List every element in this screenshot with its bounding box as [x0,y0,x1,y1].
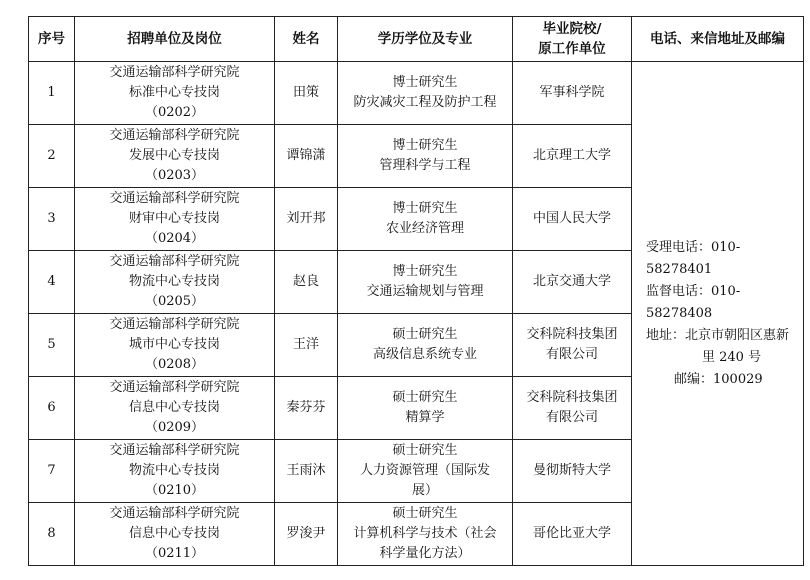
unit-line: 交通运输部科学研究院 [109,65,240,80]
school-cell [513,314,632,377]
school-cell: 中国人民大学 [513,188,632,251]
degree-line: 人力资源管理（国际发 [359,463,490,478]
header-school [513,17,632,62]
name-cell: 王雨沐 [275,440,338,503]
school-line: 有限公司 [545,410,598,425]
name-cell: 刘开邦 [275,188,338,251]
school-line: 交科院科技集团 [526,327,618,342]
seq-cell: 4 [29,251,75,314]
degree-line: 展） [411,483,438,498]
degree-cell [338,251,513,314]
school-cell: 哥伦比亚大学 [513,503,632,566]
unit-line: （0208） [144,357,205,372]
header-school-line2: 原工作单位 [538,41,606,57]
degree-line: 计算机科学与技术（社会 [353,526,497,541]
degree-line: 博士研究生 [392,201,458,216]
unit-line: （0202） [144,105,205,120]
degree-cell [338,503,513,566]
degree-line: 博士研究生 [392,264,458,279]
unit-line: （0211） [144,546,205,561]
unit-cell [75,440,275,503]
unit-line: （0209） [144,420,205,435]
name-cell: 赵良 [275,251,338,314]
header-contact: 电话、来信地址及邮编 [632,17,804,62]
degree-cell [338,440,513,503]
header-unit: 招聘单位及岗位 [75,17,275,62]
degree-cell [338,188,513,251]
unit-line: 交通运输部科学研究院 [109,317,240,332]
contact-cell [632,62,804,566]
school-cell: 北京交通大学 [513,251,632,314]
seq-cell: 7 [29,440,75,503]
unit-line: 交通运输部科学研究院 [109,506,240,521]
name-cell: 王洋 [275,314,338,377]
unit-line: 信息中心专技岗 [128,526,220,541]
contact-address-cont: 里 240 号 [702,349,762,365]
name-cell: 秦芬芬 [275,377,338,440]
school-cell: 曼彻斯特大学 [513,440,632,503]
degree-line: 管理科学与工程 [379,158,471,173]
contact-address: 地址：北京市朝阳区惠新 [646,327,790,343]
degree-cell [338,314,513,377]
degree-line: 防灾减灾工程及防护工程 [353,95,497,110]
name-cell: 罗浚尹 [275,503,338,566]
unit-line: 交通运输部科学研究院 [109,191,240,206]
unit-cell [75,314,275,377]
header-row [29,17,804,62]
degree-line: 硕士研究生 [392,506,458,521]
contact-supervise-phone: 监督电话：010-58278408 [646,283,741,321]
unit-line: 交通运输部科学研究院 [109,128,240,143]
unit-cell [75,188,275,251]
degree-line: 高级信息系统专业 [372,347,477,362]
table-row [29,62,804,125]
unit-cell [75,503,275,566]
seq-cell: 1 [29,62,75,125]
contact-phone: 受理电话：010-58278401 [646,239,741,277]
school-line: 有限公司 [545,347,598,362]
degree-line: 博士研究生 [392,138,458,153]
degree-line: 硕士研究生 [392,327,458,342]
unit-line: 交通运输部科学研究院 [109,380,240,395]
unit-cell [75,251,275,314]
seq-cell: 6 [29,377,75,440]
header-seq: 序号 [29,17,75,62]
degree-line: 硕士研究生 [392,443,458,458]
seq-cell: 2 [29,125,75,188]
unit-line: （0210） [144,483,205,498]
unit-line: 交通运输部科学研究院 [109,443,240,458]
school-line: 交科院科技集团 [526,390,618,405]
degree-cell [338,125,513,188]
unit-line: 物流中心专技岗 [128,463,220,478]
degree-line: 硕士研究生 [392,390,458,405]
unit-cell [75,62,275,125]
degree-cell [338,377,513,440]
unit-line: （0203） [144,168,205,183]
recruitment-table [28,16,804,566]
seq-cell: 8 [29,503,75,566]
degree-line: 科学量化方法） [379,546,471,561]
degree-line: 精算学 [405,410,445,425]
degree-line: 农业经济管理 [385,221,464,236]
contact-postcode: 邮编：100029 [674,371,763,387]
unit-cell [75,125,275,188]
school-cell [513,377,632,440]
unit-line: 交通运输部科学研究院 [109,254,240,269]
unit-cell [75,377,275,440]
unit-line: 城市中心专技岗 [128,337,220,352]
name-cell: 谭锦潇 [275,125,338,188]
degree-line: 博士研究生 [392,75,458,90]
unit-line: 标准中心专技岗 [128,85,220,100]
header-school-line1: 毕业院校/ [542,21,602,37]
unit-line: 物流中心专技岗 [128,274,220,289]
seq-cell: 5 [29,314,75,377]
unit-line: 财审中心专技岗 [128,211,220,226]
school-cell: 北京理工大学 [513,125,632,188]
degree-cell [338,62,513,125]
degree-line: 交通运输规划与管理 [366,284,484,299]
unit-line: 信息中心专技岗 [128,400,220,415]
unit-line: （0204） [144,231,205,246]
school-cell: 军事科学院 [513,62,632,125]
unit-line: 发展中心专技岗 [128,148,220,163]
header-degree: 学历学位及专业 [338,17,513,62]
name-cell: 田策 [275,62,338,125]
unit-line: （0205） [144,294,205,309]
seq-cell: 3 [29,188,75,251]
header-name: 姓名 [275,17,338,62]
